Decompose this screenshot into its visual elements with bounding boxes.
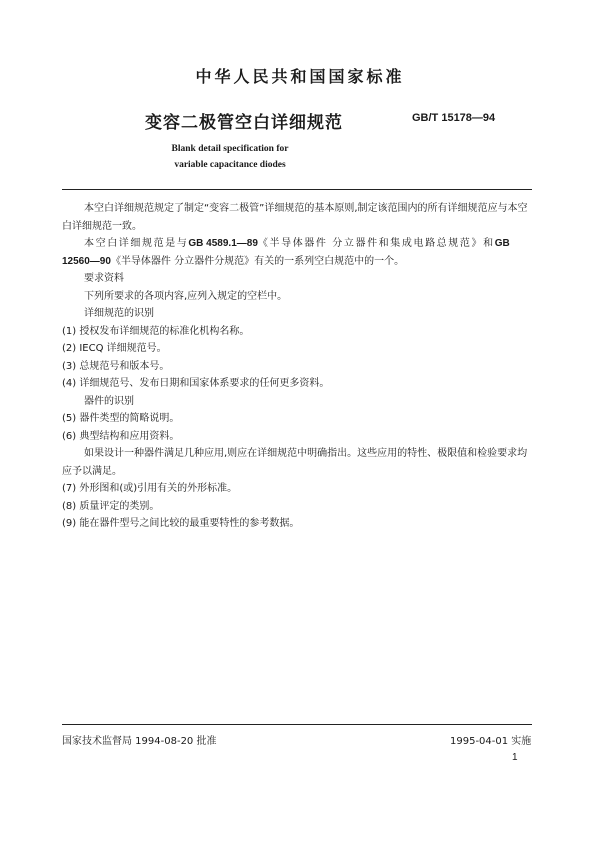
implementation-date: 1995-04-01 实施 — [450, 736, 532, 747]
list-item: (1) 授权发布详细规范的标准化机构名称。 — [62, 325, 250, 337]
list-item: (9) 能在器件型号之间比较的最重要特性的参考数据。 — [62, 518, 300, 529]
reference-standard-2: GB 12560—90 — [62, 238, 510, 267]
list-item: (8) 质量评定的类别。 — [62, 500, 160, 512]
standard-number: GB/T 15178—94 — [412, 112, 496, 124]
reference-title-2: 《半导体器件 分立器件分规范》有关的一系列空白规范中的一个。 — [110, 255, 405, 267]
approval-date: 国家技术监督局 1994-08-20 批准 — [62, 736, 217, 747]
reference-title-1: 《半导体器件 分立器件和集成电路总规范》和 — [257, 238, 495, 249]
section-heading-spec-identification: 详细规范的识别 — [84, 308, 154, 319]
document-title: 变容二极管空白详细规范 — [145, 113, 343, 133]
applications-paragraph: 如果设计一种器件满足几种应用,则应在详细规范中明确指出。这些应用的特性、极限值和检验要求均应予以满足。 — [62, 448, 528, 477]
footer-divider — [62, 724, 532, 725]
list-item: (4) 详细规范号、发布日期和国家体系要求的任何更多资料。 — [62, 378, 330, 389]
english-title-line-1: Blank detail specification for — [171, 144, 289, 154]
section-heading-requirements: 要求资料 — [84, 273, 124, 284]
list-item: (6) 典型结构和应用资料。 — [62, 430, 180, 442]
english-title — [0, 141, 460, 173]
reference-standard-1: GB 4589.1—89 — [188, 238, 258, 249]
reference-lead-text: 本空白详细规范是与 — [84, 238, 189, 249]
reference-paragraph — [62, 235, 532, 270]
header-divider — [62, 189, 532, 190]
page-number: 1 — [512, 752, 518, 763]
list-item: (2) IECQ 详细规范号。 — [62, 343, 167, 354]
document-body — [62, 200, 532, 533]
list-item: (7) 外形图和(或)引用有关的外形标准。 — [62, 483, 238, 494]
requirements-paragraph: 下列所要求的各项内容,应列入规定的空栏中。 — [84, 290, 288, 302]
intro-paragraph: 本空白详细规范规定了制定“变容二极管”详细规范的基本原则,制定该范围内的所有详细规范应与本空白详细规范一致。 — [62, 203, 528, 232]
section-heading-device-identification: 器件的识别 — [84, 395, 134, 407]
english-title-line-2: variable capacitance diodes — [174, 160, 286, 170]
standard-type-heading: 中华人民共和国国家标准 — [195, 67, 405, 86]
list-item: (5) 器件类型的简略说明。 — [62, 413, 180, 424]
list-item: (3) 总规范号和版本号。 — [62, 360, 170, 372]
